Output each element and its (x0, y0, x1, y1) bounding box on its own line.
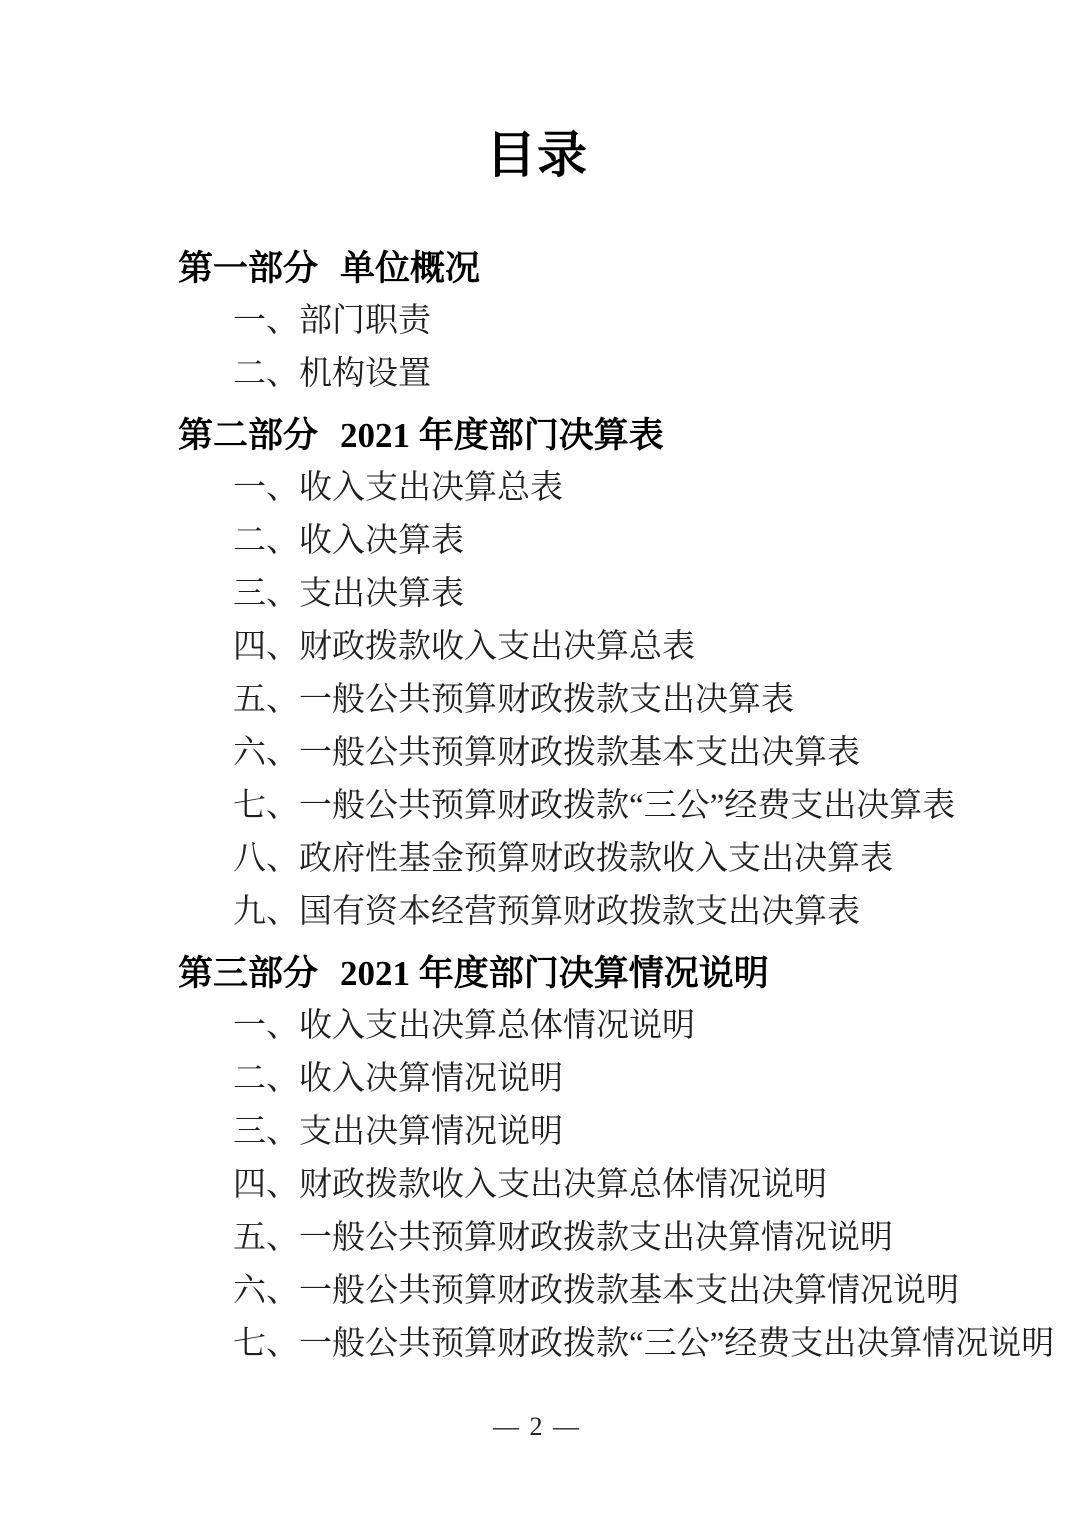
toc-item: 五、一般公共预算财政拨款支出决算表 (233, 682, 794, 718)
toc-section (178, 947, 1055, 1371)
toc-item: 二、机构设置 (233, 356, 431, 392)
toc-item: 四、财政拨款收入支出决算总表 (233, 629, 695, 665)
toc-item: 八、政府性基金预算财政拨款收入支出决算表 (233, 841, 893, 877)
section-label: 第三部分 (178, 954, 319, 993)
toc-item: 六、一般公共预算财政拨款基本支出决算表 (233, 735, 860, 771)
section-heading (178, 409, 1004, 462)
section-item-list (178, 462, 1004, 939)
page-title: 目录 (486, 127, 588, 183)
section-label: 第一部分 (178, 249, 319, 288)
section-heading (178, 242, 1004, 295)
toc-item: 一、收入支出决算总体情况说明 (233, 1008, 695, 1044)
toc-item: 六、一般公共预算财政拨款基本支出决算情况说明 (233, 1273, 959, 1309)
toc-item: 二、收入决算表 (233, 523, 464, 559)
section-item-list (178, 295, 1004, 401)
toc-item: 七、一般公共预算财政拨款“三公”经费支出决算表 (233, 788, 956, 824)
toc-item: 三、支出决算情况说明 (233, 1114, 563, 1150)
toc-item: 一、部门职责 (233, 303, 431, 339)
toc-content (0, 242, 1074, 1371)
toc-item: 二、收入决算情况说明 (233, 1061, 563, 1097)
section-heading (178, 947, 1004, 1000)
section-title: 2021 年度部门决算表 (340, 416, 664, 455)
section-title: 2021 年度部门决算情况说明 (340, 954, 769, 993)
toc-section (178, 242, 1004, 401)
toc-item: 一、收入支出决算总表 (233, 470, 563, 506)
page-footer (0, 1412, 1074, 1442)
toc-item: 三、支出决算表 (233, 576, 464, 612)
toc-item: 五、一般公共预算财政拨款支出决算情况说明 (233, 1220, 893, 1256)
section-title: 单位概况 (340, 249, 481, 288)
section-item-list (178, 1000, 1055, 1371)
toc-item: 七、一般公共预算财政拨款“三公”经费支出决算情况说明 (233, 1326, 1055, 1362)
toc-item: 四、财政拨款收入支出决算总体情况说明 (233, 1167, 827, 1203)
section-label: 第二部分 (178, 416, 319, 455)
page-number-text: — 2 — (493, 1412, 581, 1441)
toc-section (178, 409, 1004, 939)
toc-item: 九、国有资本经营预算财政拨款支出决算表 (233, 894, 860, 930)
